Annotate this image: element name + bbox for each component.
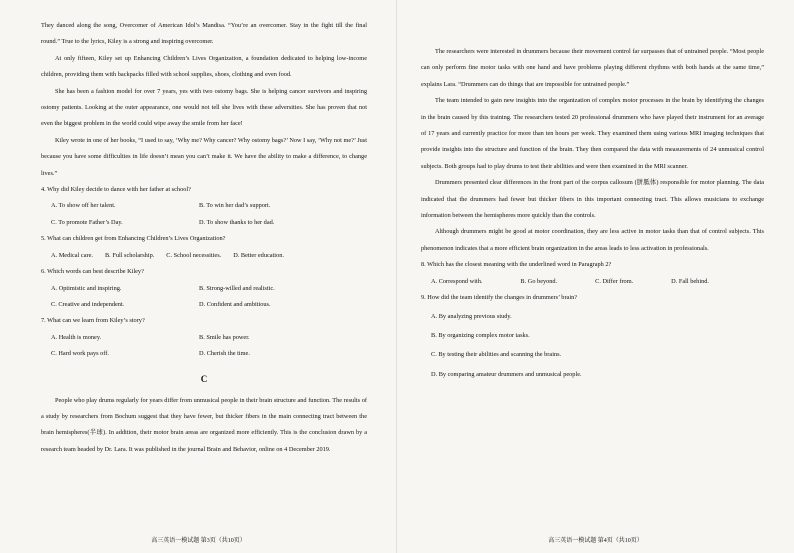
question-stem: 9. How did the team identify the changes in drummers’ brain? <box>421 294 578 302</box>
paragraph: People who play drums regularly for years differ from unmusical people in their brain structure and function. The results of a study by researchers from Bochum suggest that they have fewer, but thicker fibers in the main connecting tract between the brain hemispheres(半球). In addition, their motor brain areas are organized more efficiently. This is the conclusion drawn by a research team headed by Dr. Lara. It was published in the journal Brain and Behavior, online on 4 December 2019. <box>41 396 367 453</box>
option-a: A. By analyzing previous study. <box>431 312 512 320</box>
page-footer: 高三英语一模试题 第3页（共10页） <box>151 538 246 544</box>
option-b: B. Smile has power. <box>199 333 250 341</box>
option-c: C. Hard work pays off. <box>51 350 109 358</box>
paragraph: The researchers were interested in drummers because their movement control far surpasses that of untrained people. “Most people can only perform fine motor tasks with one hand and have problems playing different rhythms with both hands at the same time,” explains Lara. “Drummers can do things that are impossible for untrained people.” <box>421 48 764 88</box>
option-c: C. To promote Father’s Day. <box>51 218 123 226</box>
option-b: B. By organizing complex motor tasks. <box>431 331 530 339</box>
paragraph: The team intended to gain new insights into the organization of complex motor processes in the brain by identifying the changes in the brain caused by this training. The researchers tested 20 professional drummers who have played their instrument for an average of 17 years and currently practice for more than ten hours per week. They examined them using various MRI imaging techniques that provide insights into the structure and function of the brain. They then compared the data with measurements of 24 unmusical control subjects. Both groups had to play drums to test their abilities and were then examined in the MRI scanner. <box>421 97 764 170</box>
option-c: C. Creative and independent. <box>51 300 125 308</box>
option-c: C. By testing their abilities and scanning the brains. <box>431 351 562 359</box>
paragraph: Kiley wrote in one of her books, “I used to say, ‘Why me? Why cancer? Why ostomy bags?’ Now I say, ‘Why not me?’ Just because you have some difficulties in life doesn’t mean you can’t make it. We have the ability to make a difference, to change lives.” <box>41 136 367 177</box>
page-footer: 高三英语一模试题 第4页（共10页） <box>548 538 643 544</box>
exam-page-right <box>397 0 794 553</box>
paragraph: Although drummers might be good at motor coordination, they are less active in motor tasks than that of control subjects. This phenomenon indicates that a more efficient brain organization in the areas leads to less activation in professionals. <box>421 228 764 252</box>
option-d: D. Better education. <box>233 251 284 259</box>
option-d: D. Confident and ambitious. <box>199 300 271 308</box>
question-options <box>41 198 367 231</box>
question-options <box>41 281 367 314</box>
question-options <box>421 274 764 290</box>
option-a: A. Correspond with. <box>431 277 483 285</box>
option-d: D. Cherish the time. <box>199 350 250 358</box>
option-d: D. Fall behind. <box>671 277 709 285</box>
option-a: A. Medical care. <box>51 251 93 259</box>
question-stem: 6. Which words can best describe Kiley? <box>41 268 144 276</box>
paragraph: Drummers presented clear differences in the front part of the corpus callosum (胼胝体) responsible for motor planning. The data indicated that the drummers had fewer but thicker fibers in this important connecting tract. This allows musicians to exchange information between the hemispheres more quickly than the controls. <box>421 179 764 220</box>
question-stem: 7. What can we learn from Kiley’s story? <box>41 317 145 325</box>
question-stem: 5. What can children get from Enhancing Children’s Lives Organization? <box>41 235 226 243</box>
question-options <box>421 307 764 385</box>
paragraph: She has been a fashion model for over 7 years, yes with two ostomy bags. She is helping cancer survivors and inspiring ostomy patients. Looking at the outer appearance, one would not tell she lives with these adversities. She has proven that not even the biggest problem in the world could wipe away the smile from her face! <box>41 87 367 128</box>
question-stem: 4. Why did Kiley decide to dance with her father at school? <box>41 186 191 194</box>
option-b: B. Strong-willed and realistic. <box>199 284 275 292</box>
option-a: A. To show off her talent. <box>51 202 116 210</box>
question-options <box>41 248 367 264</box>
section-heading: C <box>200 373 208 384</box>
question-options <box>41 330 367 363</box>
option-a: A. Health is money. <box>51 333 102 341</box>
option-c: C. Differ from. <box>595 277 634 285</box>
option-b: B. Go beyond. <box>520 277 558 285</box>
paragraph: They danced along the song, Overcomer of American Idol’s Mandisa. “You’re an overcomer. Stay in the fight till the final round.” True to the lyrics, Kiley is a strong and inspiring overcomer. <box>41 22 367 46</box>
option-c: C. School necessities. <box>166 251 222 259</box>
option-d: D. By comparing amateur drummers and unmusical people. <box>431 370 582 378</box>
option-b: B. To win her dad’s support. <box>199 202 271 210</box>
paragraph: At only fifteen, Kiley set up Enhancing Children’s Lives Organization, a foundation dedicated to helping low-income children, providing them with backpacks filled with school supplies, shoes, clothing and even food. <box>41 54 367 79</box>
option-b: B. Full scholarship. <box>104 251 155 259</box>
option-a: A. Optimistic and inspiring. <box>51 284 122 292</box>
option-d: D. To show thanks to her dad. <box>199 218 275 226</box>
question-stem: 8. Which has the closest meaning with the underlined word in Paragraph 2? <box>421 261 612 269</box>
